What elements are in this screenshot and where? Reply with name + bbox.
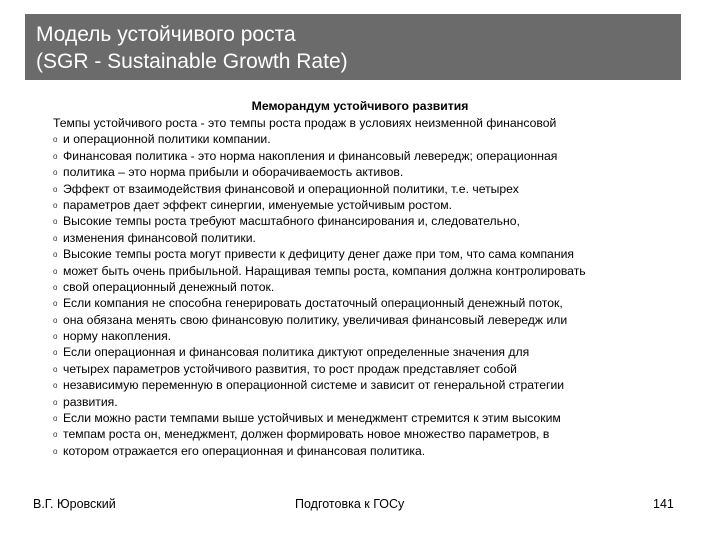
bullet-icon: o [53,348,58,358]
memo-line-text: Если компания не способна генерировать достаточный операционный денежный поток, [63,296,563,311]
bullet-icon: o [53,135,58,145]
page-number: 141 [653,497,674,511]
memo-line [53,426,678,442]
memo-line [53,148,678,164]
bullet-icon: o [53,364,58,374]
bullet-icon: o [53,184,58,194]
memo-body [53,115,678,459]
memo-line [53,213,678,229]
memo-line-text: она обязана менять свою финансовую политику, увеличивая финансовый левередж или [63,312,568,327]
slide-subtitle: (SGR - Sustainable Growth Rate) [36,50,348,73]
bullet-icon: o [53,299,58,309]
bullet-icon: o [53,332,58,342]
memo-line-text: параметров дает эффект синергии, именуемые устойчивым ростом. [63,197,453,212]
memo-line [53,197,678,213]
memo-line-text: изменения финансовой политики. [63,230,256,245]
bullet-icon: o [53,446,58,456]
memo-line [53,230,678,246]
memo-line-text: Финансовая политика - это норма накопления и финансовый левередж; операционная [63,148,558,163]
memo-line [53,164,678,180]
footer-course: Подготовка к ГОСу [295,497,405,511]
memo-line [53,394,678,410]
memo-line-text: норму накопления. [63,329,172,344]
memo-line-text: Высокие темпы роста могут привести к дефициту денег даже при том, что сама компания [63,247,574,262]
bullet-icon: o [53,397,58,407]
slide-title: Модель устойчивого роста [36,23,296,46]
memo-line [53,312,678,328]
memo-line-text: Если операционная и финансовая политика диктуют определенные значения для [63,345,530,360]
bullet-icon: o [53,233,58,243]
bullet-icon: o [53,168,58,178]
memo-line [53,115,678,131]
memo-line [53,361,678,377]
memo-line [53,263,678,279]
memo-line [53,246,678,262]
memo-line-text: и операционной политики компании. [63,132,271,147]
memo-line [53,377,678,393]
memo-line [53,279,678,295]
memo-heading: Меморандум устойчивого развития [251,99,469,113]
memo-line-text: Если можно расти темпами выше устойчивых и менеджмент стремится к этим высоким [63,411,561,426]
memo-line-text: развития. [63,394,118,409]
memo-line-text: свой операционный денежный поток. [63,279,275,294]
memo-line [53,410,678,426]
memo-line [53,131,678,147]
memo-line-text: Темпы устойчивого роста - это темпы роста продаж в условиях неизменной финансовой [53,116,557,130]
memo-line [53,443,678,459]
bullet-icon: o [53,217,58,227]
memo-line [53,295,678,311]
bullet-icon: o [53,151,58,161]
memo-line [53,181,678,197]
memo-line-text: политика – это норма прибыли и оборачиваемость активов. [63,165,404,180]
bullet-icon: o [53,430,58,440]
memo-line [53,328,678,344]
bullet-icon: o [53,250,58,260]
memo-line-text: темпам роста он, менеджмент, должен формировать новое множество параметров, в [63,427,550,442]
memo-line-text: может быть очень прибыльной. Наращивая темпы роста, компания должна контролировать [63,263,586,278]
bullet-icon: o [53,282,58,292]
memo-line-text: Эффект от взаимодействия финансовой и операционной политики, т.е. четырех [63,181,519,196]
memo-line-text: Высокие темпы роста требуют масштабного финансирования и, следовательно, [63,214,520,229]
memo-line-text: независимую переменную в операционной системе и зависит от генеральной стратегии [63,378,565,393]
bullet-icon: o [53,414,58,424]
title-banner [25,14,681,80]
bullet-icon: o [53,315,58,325]
memo-line-text: четырех параметров устойчивого развития, то рост продаж представляет собой [63,361,517,376]
bullet-icon: o [53,200,58,210]
footer-author: В.Г. Юровский [33,497,116,511]
memo-line-text: котором отражается его операционная и финансовая политика. [63,443,426,458]
bullet-icon: o [53,381,58,391]
bullet-icon: o [53,266,58,276]
memo-line [53,344,678,360]
